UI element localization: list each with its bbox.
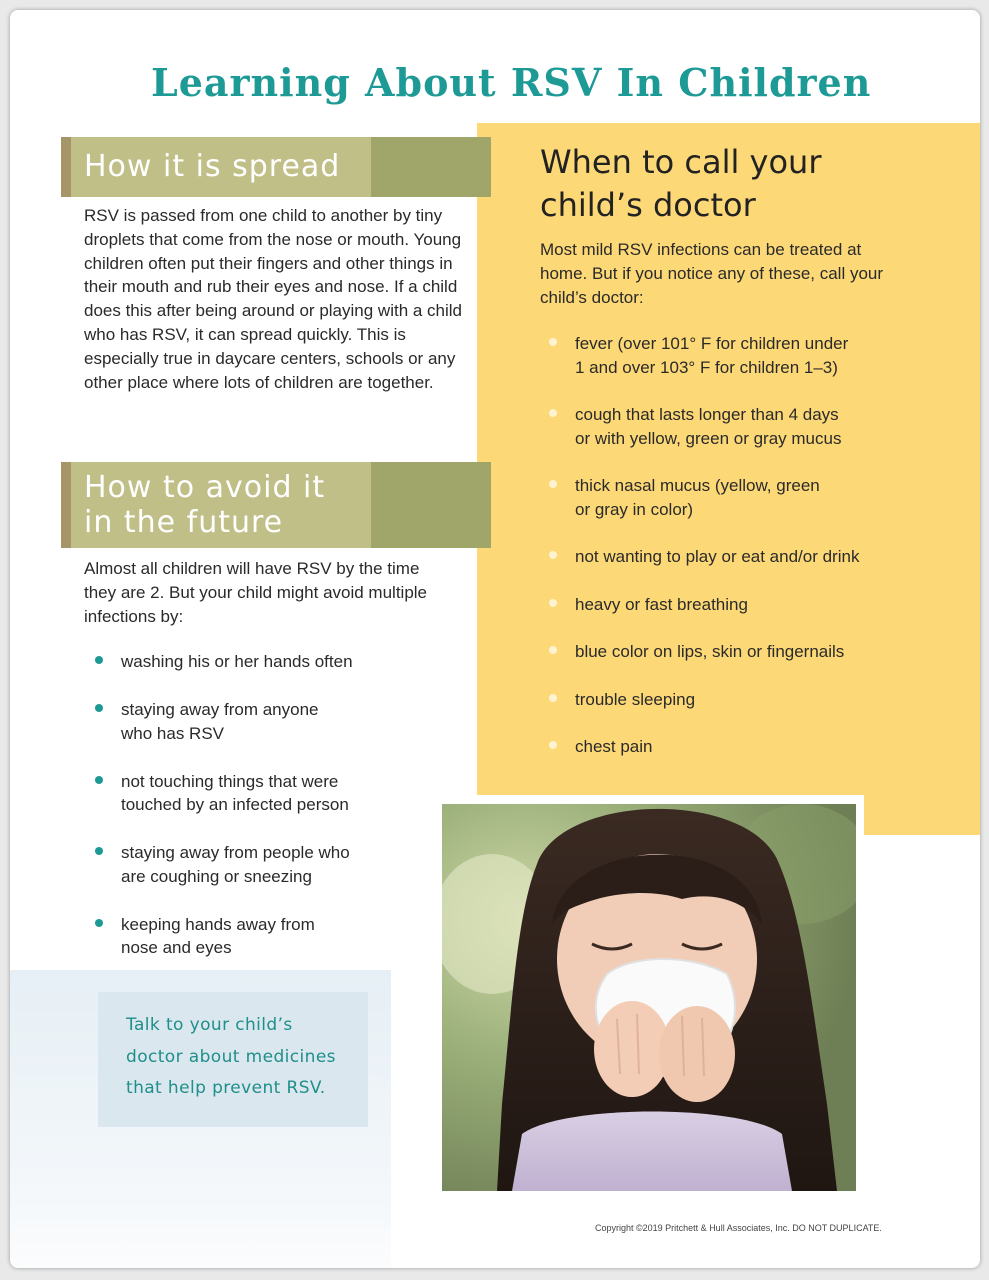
list-item: heavy or fast breathing xyxy=(545,593,935,617)
list-item: keeping hands away from nose and eyes xyxy=(90,913,410,961)
call-doctor-heading xyxy=(540,141,860,227)
call-doctor-list xyxy=(545,332,935,759)
list-item: staying away from people who are coughing or sneezing xyxy=(90,841,410,889)
copyright-notice: Copyright ©2019 Pritchett & Hull Associates, Inc. DO NOT DUPLICATE. xyxy=(595,1223,882,1233)
list-item: trouble sleeping xyxy=(545,688,935,712)
avoid-intro: Almost all children will have RSV by the time they are 2. But your child might avoid multiple infections by: xyxy=(84,559,428,626)
avoid-heading-line1: How to avoid it xyxy=(84,470,326,505)
child-sneezing-photo xyxy=(442,804,856,1191)
spread-section-header xyxy=(61,137,491,197)
list-item: chest pain xyxy=(545,735,935,759)
call-doctor-heading-line2: child’s doctor xyxy=(540,186,756,224)
list-item: cough that lasts longer than 4 days or with yellow, green or gray mucus xyxy=(545,403,935,451)
spread-heading: How it is spread xyxy=(84,149,341,184)
avoid-list xyxy=(90,650,410,961)
call-doctor-intro: Most mild RSV infections can be treated at home. But if you notice any of these, call your child’s doctor: xyxy=(540,240,884,307)
list-item: staying away from anyone who has RSV xyxy=(90,698,410,746)
spread-paragraph: RSV is passed from one child to another by tiny droplets that come from the nose or mouth. Young children often put their fingers and other things in their mouth and rub their eyes and nose. If a child does this after being around or playing with a child who has RSV, it can spread quickly. This is especially true in daycare centers, schools or any other place where lots of children are together. xyxy=(84,206,463,392)
list-item: not touching things that were touched by an infected person xyxy=(90,770,410,818)
list-item: blue color on lips, skin or fingernails xyxy=(545,640,935,664)
list-item: washing his or her hands often xyxy=(90,650,410,674)
handout-page xyxy=(10,10,980,1268)
call-doctor-heading-line1: When to call your xyxy=(540,143,822,181)
page-title: Learning About RSV In Children xyxy=(151,60,872,105)
avoid-heading xyxy=(61,462,491,540)
avoid-heading-line2: in the future xyxy=(84,505,284,540)
avoid-section-header xyxy=(61,462,491,548)
list-item: thick nasal mucus (yellow, green or gray in color) xyxy=(545,474,935,522)
list-item: not wanting to play or eat and/or drink xyxy=(545,545,935,569)
callout-text: Talk to your child’s doctor about medicines that help prevent RSV. xyxy=(126,1015,336,1098)
list-item: fever (over 101° F for children under 1 and over 103° F for children 1–3) xyxy=(545,332,935,380)
callout-box xyxy=(98,992,368,1127)
